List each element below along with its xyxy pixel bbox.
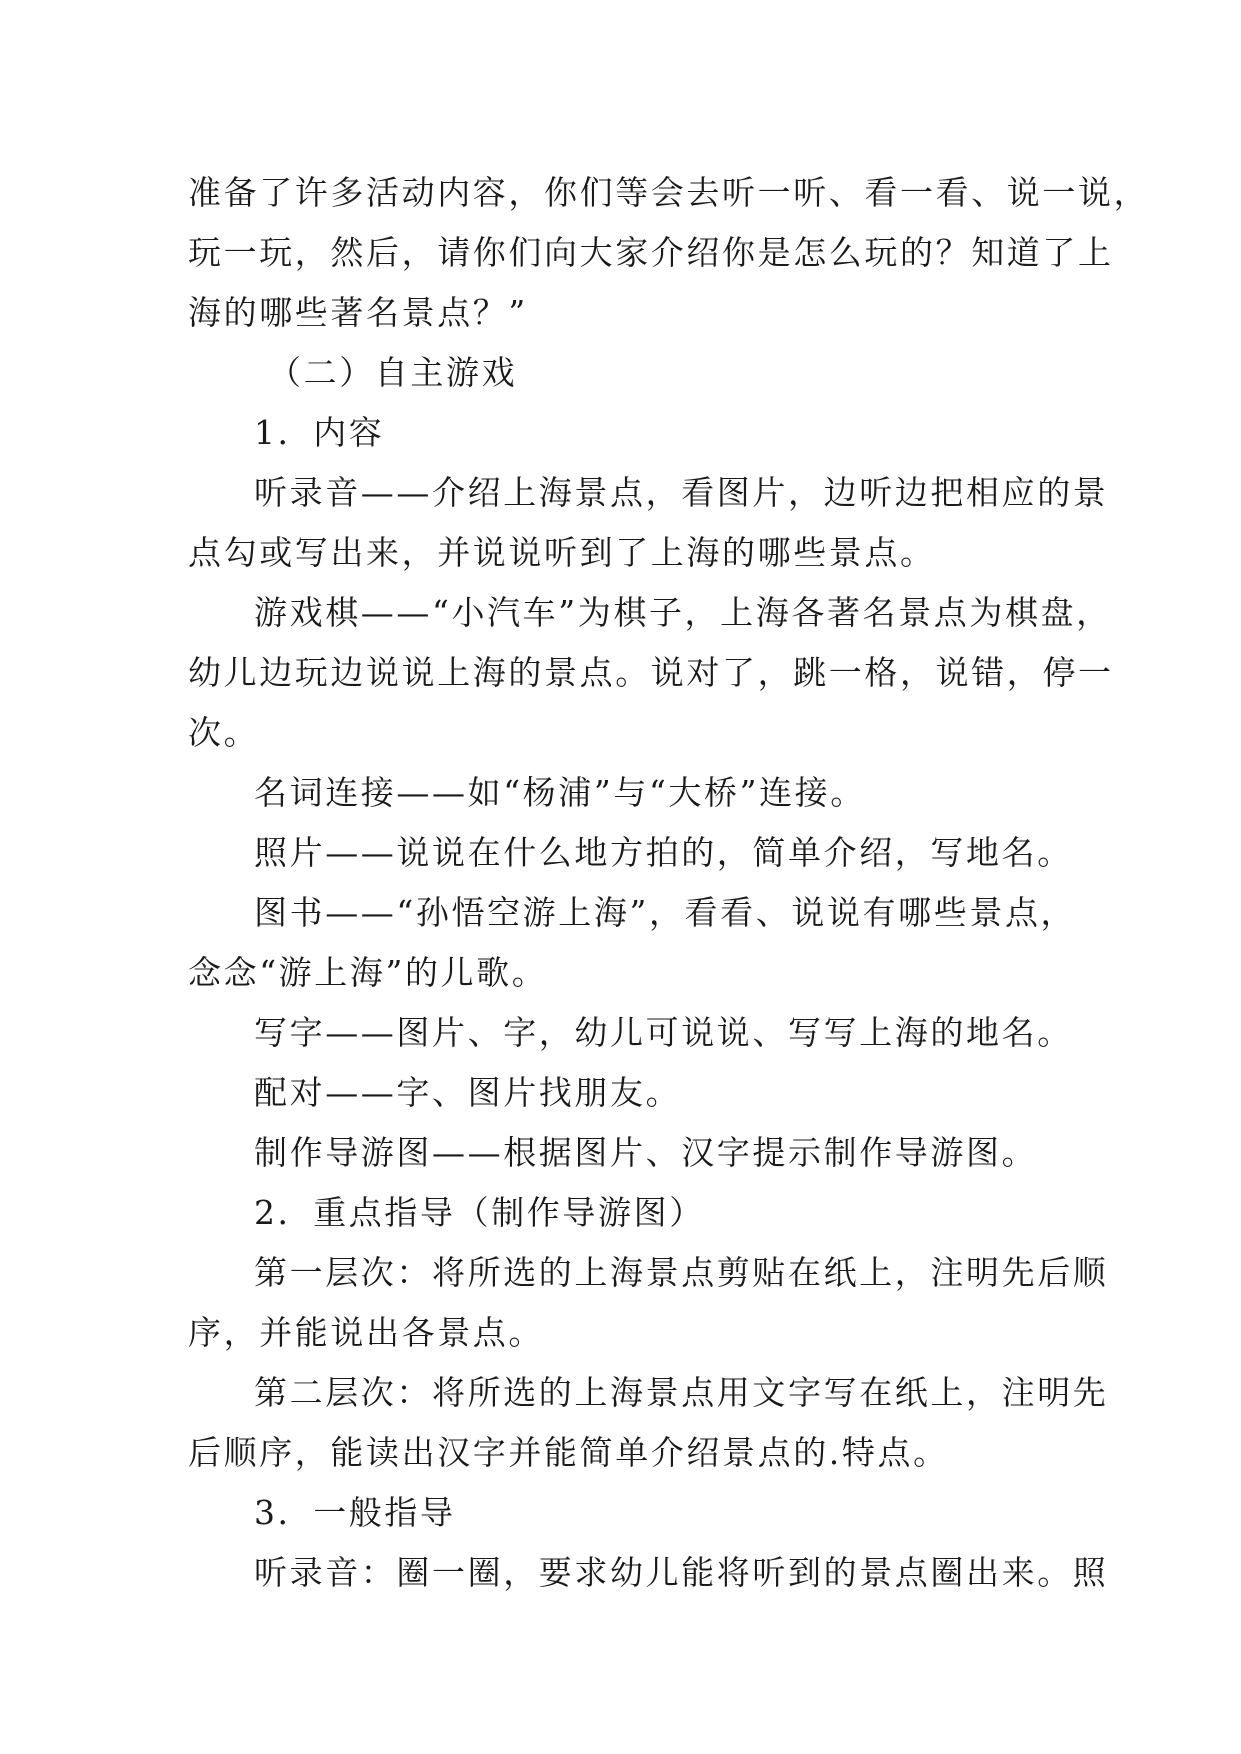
- document-body: [188, 163, 1150, 1603]
- text-line: 准备了许多活动内容，你们等会去听一听、看一看、说一说，: [188, 173, 1150, 212]
- text-line: 念念“游上海”的儿歌。: [188, 953, 548, 992]
- subsection-heading: 3．一般指导: [254, 1493, 456, 1532]
- text-line: 听录音：圈一圈，要求幼儿能将听到的景点圈出来。照: [254, 1553, 1109, 1592]
- text-line: 名词连接——如“杨浦”与“大桥”连接。: [254, 773, 866, 812]
- text-line: 幼儿边玩边说说上海的景点。说对了，跳一格，说错，停一: [188, 653, 1114, 692]
- text-line: 第二层次：将所选的上海景点用文字写在纸上，注明先: [254, 1373, 1109, 1412]
- text-line: 配对——字、图片找朋友。: [254, 1073, 682, 1112]
- text-line: 写字——图片、字，幼儿可说说、写写上海的地名。: [254, 1013, 1073, 1052]
- text-line: 照片——说说在什么地方拍的，简单介绍，写地名。: [254, 833, 1073, 872]
- text-line: 玩一玩，然后，请你们向大家介绍你是怎么玩的？知道了上: [188, 233, 1114, 272]
- subsection-heading: 1．内容: [254, 413, 385, 452]
- text-line: 海的哪些著名景点？”: [188, 293, 528, 332]
- text-line: 后顺序，能读出汉字并能简单介绍景点的.特点。: [188, 1433, 949, 1472]
- text-line: 听录音——介绍上海景点，看图片，边听边把相应的景: [254, 473, 1109, 512]
- text-line: 序，并能说出各景点。: [188, 1313, 544, 1352]
- text-line: 图书——“孙悟空游上海”，看看、说说有哪些景点，: [254, 893, 1077, 932]
- text-line: 制作导游图——根据图片、汉字提示制作导游图。: [254, 1133, 1038, 1172]
- text-line: 次。: [188, 713, 260, 752]
- text-line: 第一层次：将所选的上海景点剪贴在纸上，注明先后顺: [254, 1253, 1109, 1292]
- text-line: 游戏棋——“小汽车”为棋子，上海各著名景点为棋盘，: [254, 593, 1112, 632]
- section-heading: （二）自主游戏: [268, 353, 518, 392]
- text-line: 点勾或写出来，并说说听到了上海的哪些景点。: [188, 533, 936, 572]
- subsection-heading: 2．重点指导（制作导游图）: [254, 1193, 705, 1232]
